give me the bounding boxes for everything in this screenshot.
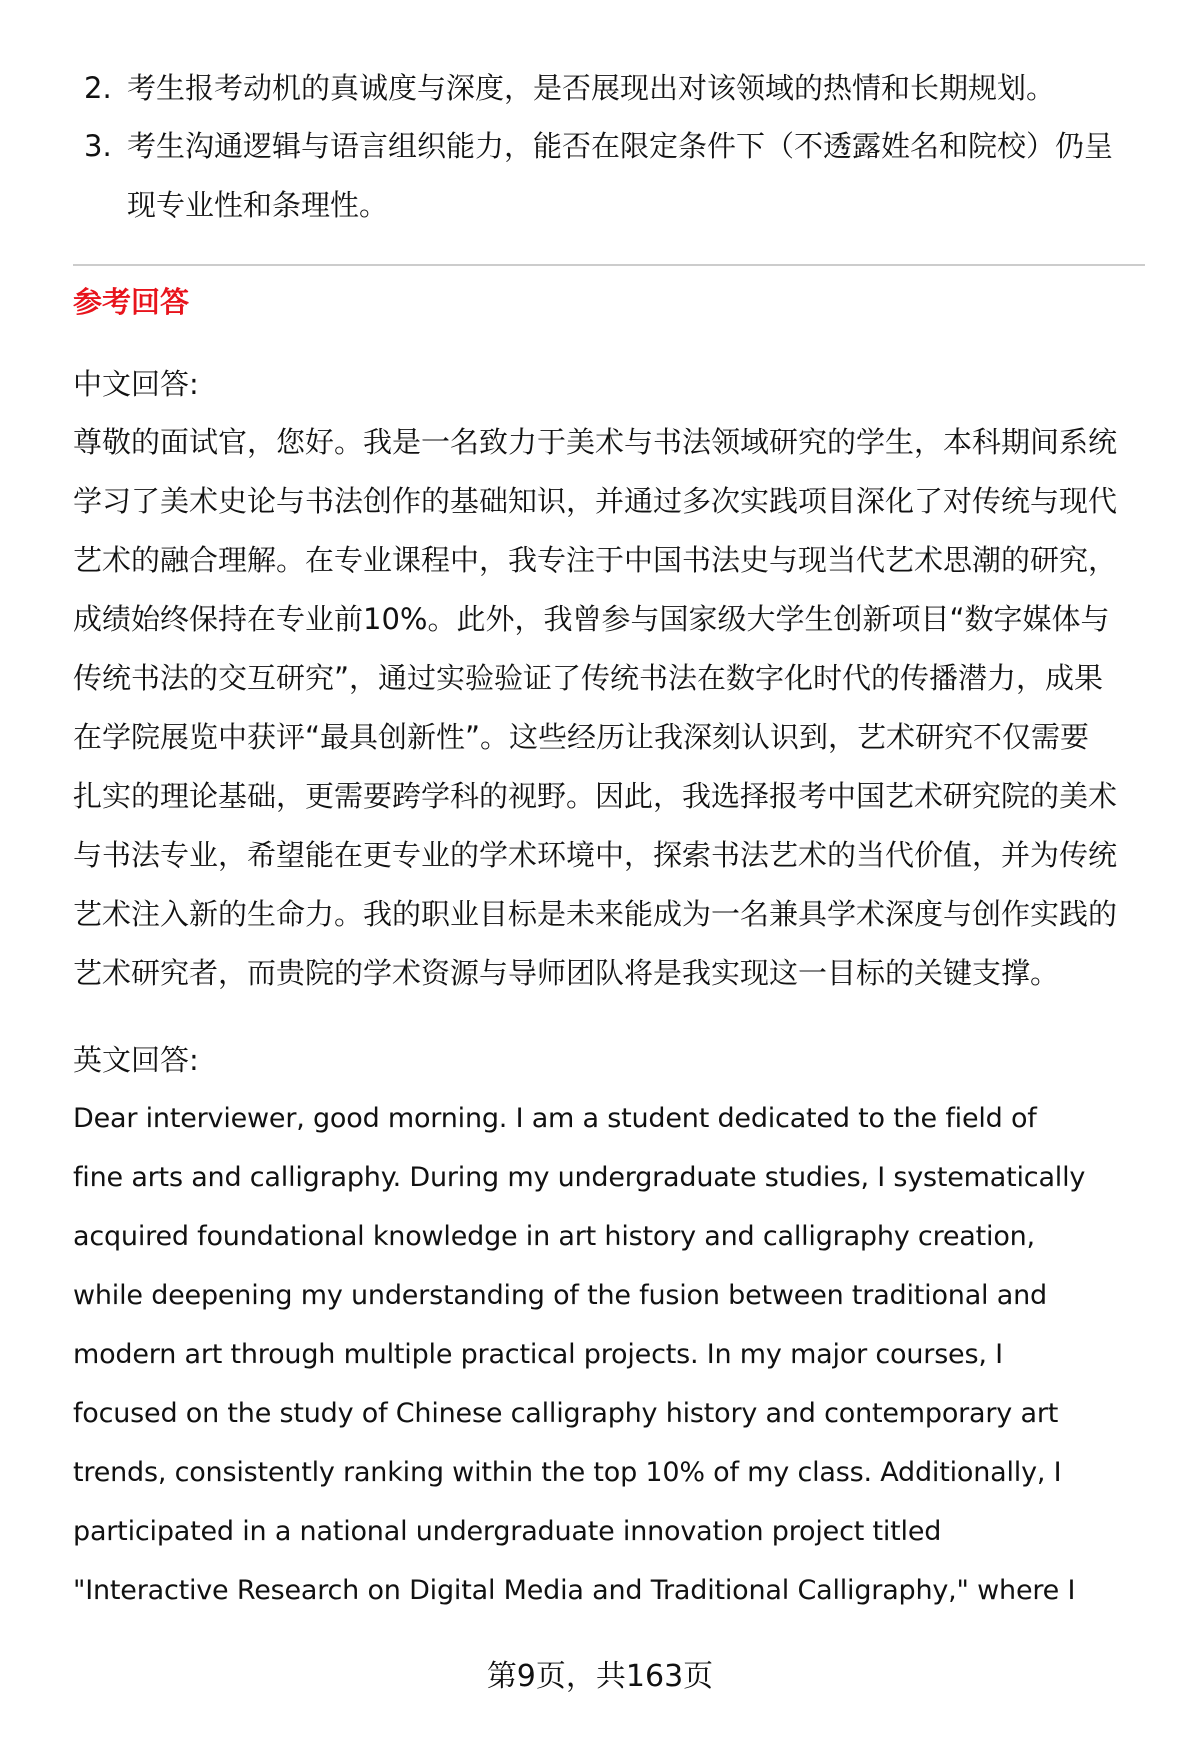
paragraph-line: fine arts and calligraphy. During my undergraduate studies, I systematically [73, 1162, 1086, 1193]
paragraph-line: focused on the study of Chinese calligraphy history and contemporary art [73, 1398, 1059, 1429]
paragraph-line: 在学院展览中获评“最具创新性”。这些经历让我深刻认识到，艺术研究不仅需要 [73, 720, 1090, 754]
english-label: 英文回答: [73, 1043, 199, 1077]
divider [73, 264, 1145, 266]
paragraph-line: 学习了美术史论与书法创作的基础知识，并通过多次实践项目深化了对传统与现代 [73, 484, 1118, 518]
paragraph-line: participated in a national undergraduate innovation project titled [73, 1516, 942, 1547]
paragraph-line: modern art through multiple practical projects. In my major courses, I [73, 1339, 1003, 1370]
paragraph-line: 尊敬的面试官，您好。我是一名致力于美术与书法领域研究的学生，本科期间系统 [73, 425, 1118, 459]
chinese-label: 中文回答: [73, 367, 199, 401]
paragraph-line: 艺术的融合理解。在专业课程中，我专注于中国书法史与现当代艺术思潮的研究， [73, 543, 1118, 577]
paragraph-line: 艺术研究者，而贵院的学术资源与导师团队将是我实现这一目标的关键支撑。 [73, 956, 1060, 990]
paragraph-line: Dear interviewer, good morning. I am a student dedicated to the field of [73, 1103, 1037, 1134]
list-item-text: 考生沟通逻辑与语言组织能力，能否在限定条件下（不透露姓名和院校）仍呈 [127, 129, 1114, 163]
paragraph-line: trends, consistently ranking within the top 10% of my class. Additionally, I [73, 1457, 1062, 1488]
list-number: 2. [84, 71, 112, 105]
paragraph-line: 传统书法的交互研究”，通过实验验证了传统书法在数字化时代的传播潜力，成果 [73, 661, 1104, 695]
paragraph-line: acquired foundational knowledge in art history and calligraphy creation, [73, 1221, 1035, 1252]
paragraph-line: 与书法专业，希望能在更专业的学术环境中，探索书法艺术的当代价值，并为传统 [73, 838, 1118, 872]
list-item-text: 现专业性和条理性。 [127, 188, 389, 222]
paragraph-line: 艺术注入新的生命力。我的职业目标是未来能成为一名兼具学术深度与创作实践的 [73, 897, 1118, 931]
section-heading: 参考回答 [73, 285, 190, 319]
list-item-text: 考生报考动机的真诚度与深度，是否展现出对该领域的热情和长期规划。 [127, 71, 1056, 105]
paragraph-line: while deepening my understanding of the fusion between traditional and [73, 1280, 1047, 1311]
paragraph-line: "Interactive Research on Digital Media and Traditional Calligraphy," where I [73, 1575, 1076, 1606]
list-number: 3. [84, 129, 112, 163]
paragraph-line: 成绩始终保持在专业前10%。此外，我曾参与国家级大学生创新项目“数字媒体与 [73, 602, 1110, 636]
page-number: 第9页，共163页 [486, 1659, 714, 1694]
paragraph-line: 扎实的理论基础，更需要跨学科的视野。因此，我选择报考中国艺术研究院的美术 [73, 779, 1118, 813]
